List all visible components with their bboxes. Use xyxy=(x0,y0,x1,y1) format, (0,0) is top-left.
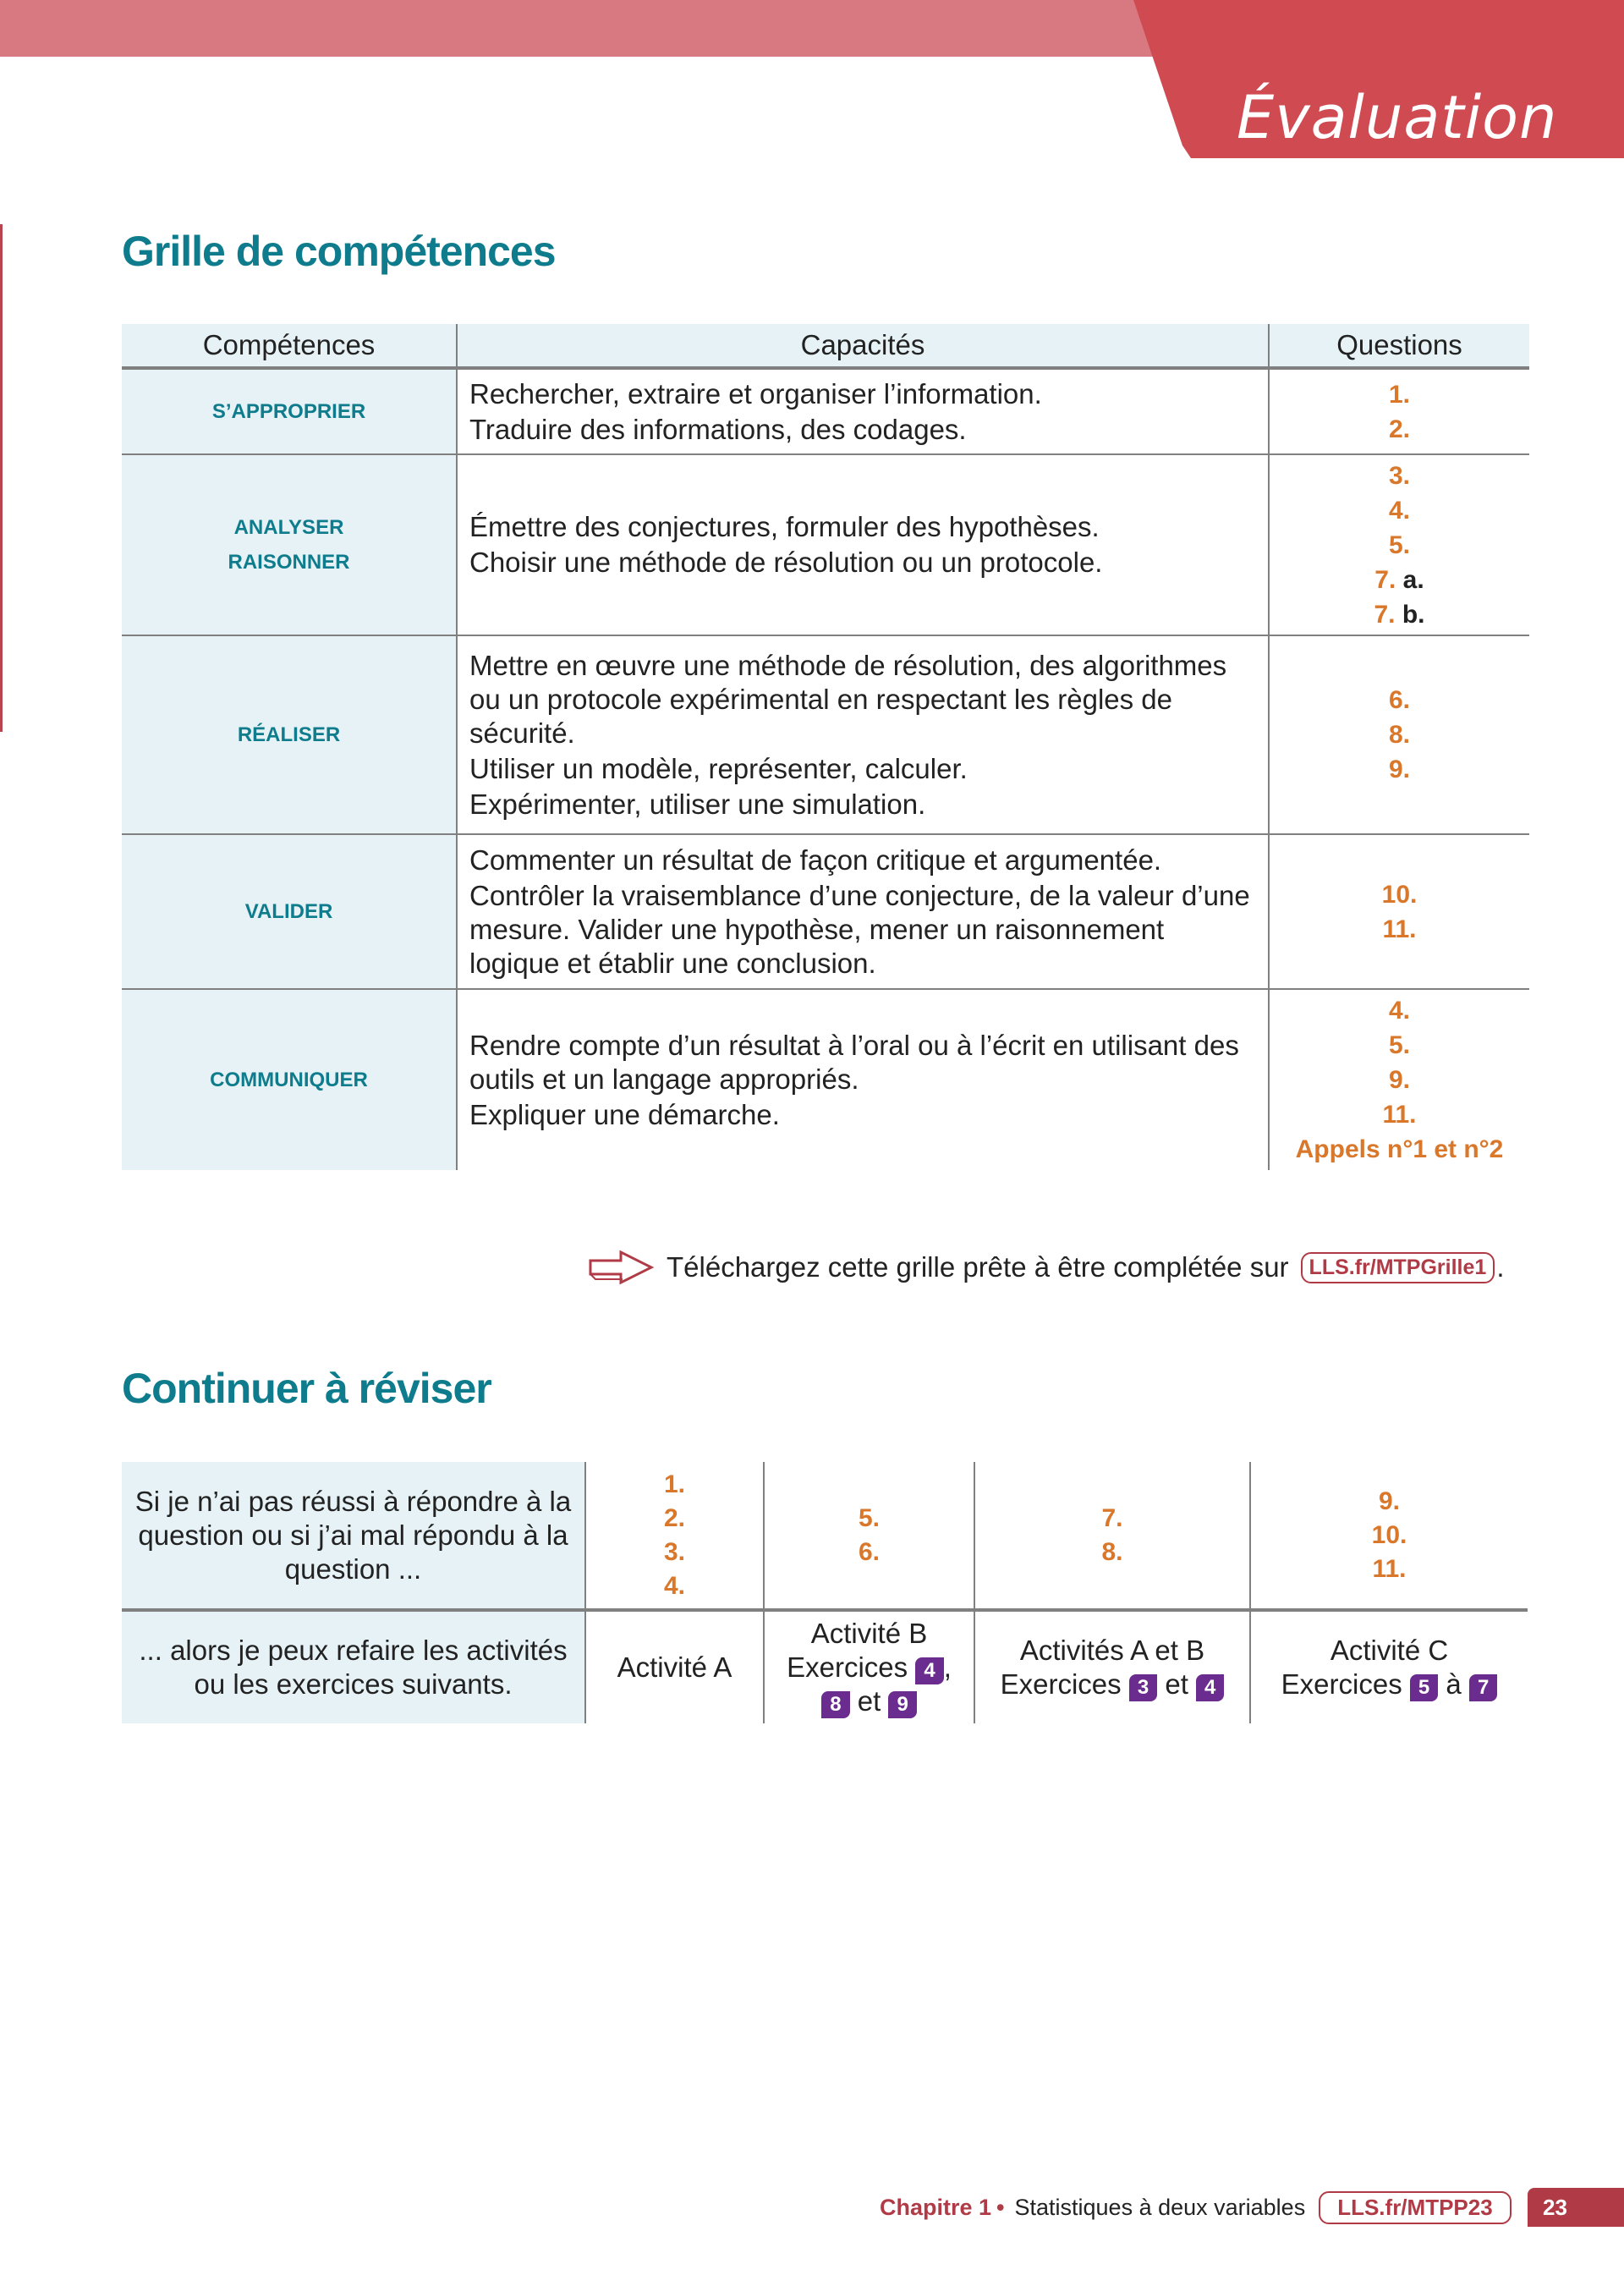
question-ref: 9. xyxy=(1388,756,1411,783)
download-link[interactable]: LLS.fr/MTPGrille1 xyxy=(1301,1252,1495,1283)
question-ref: 7. a. xyxy=(1374,565,1424,594)
capacity: Utiliser un modèle, représenter, calculer. xyxy=(469,752,968,784)
row-label: Si je n’ai pas réussi à répondre à la question ou si j’ai mal répondu à la question ... xyxy=(122,1462,585,1610)
capacity: Traduire des informations, des codages. xyxy=(469,413,967,445)
activity-ref[interactable]: Activité C xyxy=(1330,1635,1449,1666)
question-ref: 6. xyxy=(1388,686,1411,714)
capacity: Expliquer une démarche. xyxy=(469,1098,780,1130)
competence-grid xyxy=(122,324,1529,1170)
question-ref: 7. xyxy=(1101,1503,1123,1532)
period: . xyxy=(1496,1251,1505,1283)
question-ref: 3. xyxy=(1388,461,1411,490)
exercise-badge[interactable]: 8 xyxy=(821,1691,849,1718)
question-ref: 10. xyxy=(1371,1520,1407,1549)
bullet: • xyxy=(996,2195,1005,2220)
exercises-label: Exercices xyxy=(1000,1668,1122,1700)
exercise-badge[interactable]: 4 xyxy=(915,1657,943,1684)
activity-ref[interactable]: Activité B xyxy=(810,1618,928,1649)
question-ref: 7. b. xyxy=(1374,600,1425,629)
competence-label: ANALYSER xyxy=(233,516,344,539)
capacity: Commenter un résultat de façon critique et argumentée. xyxy=(469,844,1162,876)
capacity: Rendre compte d’un résultat à l’oral ou à l’écrit en utilisant des outils et un langage appropriés. xyxy=(469,1029,1239,1095)
grid-title: Grille de compétences xyxy=(122,228,556,275)
exercises-label: Exercices xyxy=(787,1651,908,1683)
capacity: Émettre des conjectures, formuler des hypothèses. xyxy=(469,511,1100,542)
chapter-link[interactable]: LLS.fr/MTPP23 xyxy=(1319,2191,1511,2224)
separator: et xyxy=(1165,1668,1188,1700)
download-text: Téléchargez cette grille prête à être complétée sur xyxy=(667,1251,1289,1283)
col-header: Capacités xyxy=(457,324,1269,368)
table-row xyxy=(122,368,1529,454)
question-ref: 4. xyxy=(1388,496,1411,525)
separator: à xyxy=(1446,1668,1462,1700)
question-ref: 1. xyxy=(1388,380,1411,409)
exercises-label: Exercices xyxy=(1281,1668,1402,1700)
question-ref: 3. xyxy=(663,1537,686,1566)
question-ref: 4. xyxy=(1388,997,1411,1025)
header-band xyxy=(0,0,1184,57)
revise-title: Continuer à réviser xyxy=(122,1365,491,1412)
exercise-badge[interactable]: 9 xyxy=(888,1691,916,1718)
table-row xyxy=(122,989,1529,1170)
table-row xyxy=(122,635,1529,834)
question-ref: 8. xyxy=(1101,1537,1123,1566)
download-line xyxy=(587,1249,1504,1286)
question-ref: 2. xyxy=(663,1503,686,1532)
arrow-right-icon xyxy=(587,1249,655,1286)
competence-label: RÉALISER xyxy=(237,723,341,746)
exercise-badge[interactable]: 3 xyxy=(1129,1674,1157,1701)
question-ref: 10. xyxy=(1381,880,1418,909)
question-ref: 5. xyxy=(858,1503,881,1532)
question-ref: 11. xyxy=(1382,915,1417,943)
competence-label: RAISONNER xyxy=(228,551,350,574)
table-row xyxy=(122,454,1529,635)
chapter-label: Chapitre 1 xyxy=(880,2195,992,2220)
revision-table xyxy=(122,1462,1528,1723)
page-number: 23 xyxy=(1528,2188,1624,2227)
col-header: Questions xyxy=(1269,324,1529,368)
separator: et xyxy=(857,1685,881,1717)
capacity: Rechercher, extraire et organiser l’information. xyxy=(469,377,1042,409)
question-ref: 11. xyxy=(1372,1554,1407,1583)
question-ref: 11. xyxy=(1382,1101,1417,1129)
competence-label: S’APPROPRIER xyxy=(211,400,366,423)
question-ref: 5. xyxy=(1388,1031,1411,1059)
capacity: Mettre en œuvre une méthode de résolution, des algorithmes ou un protocole expérimental en respectant les règles de sécurité. xyxy=(469,649,1227,749)
margin-rule xyxy=(0,224,3,732)
table-row xyxy=(122,1610,1528,1723)
question-ref: 4. xyxy=(663,1571,686,1600)
footer xyxy=(880,2191,1512,2224)
question-ref: Appels n°1 et n°2 xyxy=(1295,1135,1504,1163)
exercise-badge[interactable]: 4 xyxy=(1196,1674,1224,1701)
question-ref: 9. xyxy=(1378,1486,1401,1515)
question-ref: 6. xyxy=(858,1537,881,1566)
separator: , xyxy=(943,1651,952,1683)
activity-ref[interactable]: Activité A xyxy=(585,1610,764,1723)
table-row xyxy=(122,834,1529,989)
capacity: Expérimenter, utiliser une simulation. xyxy=(469,788,926,820)
chapter-subject: Statistiques à deux variables xyxy=(1014,2195,1306,2220)
question-ref: 2. xyxy=(1388,415,1411,443)
activity-ref[interactable]: Activités A et B xyxy=(1019,1635,1205,1666)
row-label: ... alors je peux refaire les activités ou les exercices suivants. xyxy=(122,1610,585,1723)
question-ref: 1. xyxy=(663,1470,686,1498)
competence-label: COMMUNIQUER xyxy=(210,1069,368,1091)
table-row xyxy=(122,1462,1528,1610)
col-header: Compétences xyxy=(122,324,457,368)
capacity: Contrôler la vraisemblance d’une conjecture, de la valeur d’une mesure. Valider une hypothèse, mener un raisonnement logique et établir une conclusion. xyxy=(469,879,1250,979)
competence-label: VALIDER xyxy=(244,900,333,923)
capacity: Choisir une méthode de résolution ou un protocole. xyxy=(469,547,1103,578)
section-title: Évaluation xyxy=(1237,83,1558,152)
question-ref: 5. xyxy=(1388,530,1411,559)
question-ref: 8. xyxy=(1388,721,1411,749)
exercise-badge[interactable]: 5 xyxy=(1410,1674,1438,1701)
question-ref: 9. xyxy=(1388,1066,1411,1094)
exercise-badge[interactable]: 7 xyxy=(1469,1674,1497,1701)
